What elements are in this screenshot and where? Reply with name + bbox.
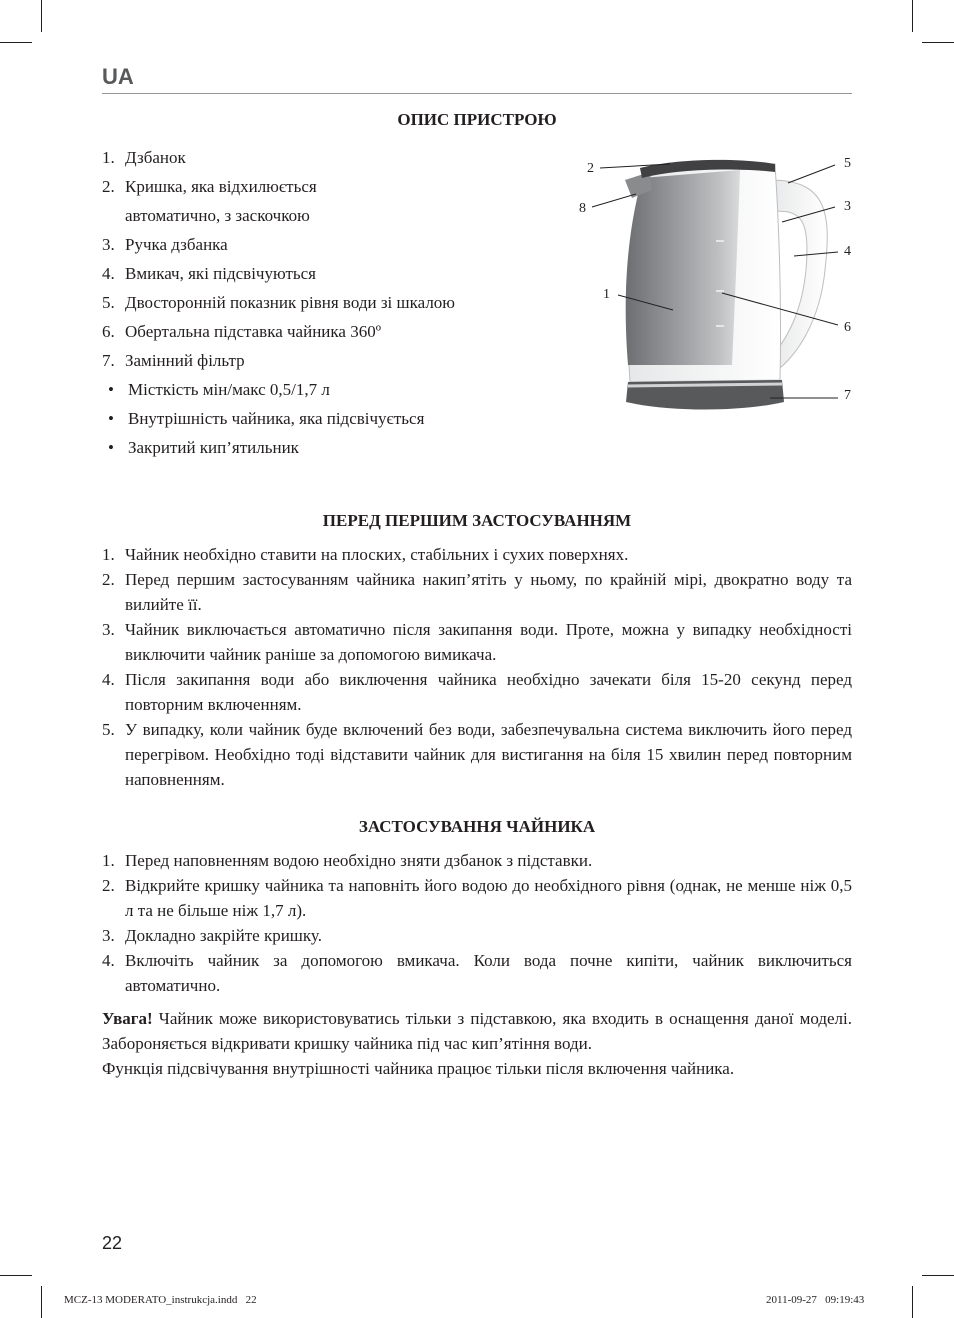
section-title-before-first-use: ПЕРЕД ПЕРШИМ ЗАСТОСУВАННЯМ <box>322 511 632 530</box>
file-slug: MCZ-13 MODERATO_instrukcja.indd 22 <box>64 1294 257 1306</box>
usage-list <box>102 848 852 998</box>
warning-label: Увага! <box>102 1009 153 1028</box>
callout-label: 2 <box>587 161 594 176</box>
kettle-drawing <box>570 150 860 420</box>
note-paragraph: Функція підсвічування внутрішності чайника працює тільки після включення чайника. <box>102 1059 735 1078</box>
list-item: 2. Відкрийте кришку чайника та наповніть його водою до необхідного рівня (однак, не менше ніж 0,5 л та не більше ніж 1,7 л). <box>102 876 852 920</box>
list-item: 4. Вмикач, які підсвічуються <box>102 264 317 283</box>
section-title-description: ОПИС ПРИСТРОЮ <box>397 110 557 129</box>
list-item: 3. Докладно закрійте кришку. <box>102 926 322 945</box>
warning-text: Чайник може використовуватись тільки з підставкою, яка входить в оснащення даної моделі. Забороняється відкривати кришку чайника під час кип’ятіння води. <box>102 1009 852 1053</box>
timestamp-slug: 2011-09-27 09:19:43 <box>766 1294 865 1306</box>
callout-label: 3 <box>844 199 851 214</box>
list-item: 2. Кришка, яка відхилюється автоматично, з заскочкою <box>102 177 317 225</box>
list-item: • Внутрішність чайника, яка підсвічується <box>108 409 425 428</box>
list-item: 1. Дзбанок <box>102 148 186 167</box>
warning-paragraph <box>102 1006 852 1056</box>
list-item: 4. Включіть чайник за допомогою вмикача. Коли вода почне кипіти, чайник виключиться автоматично. <box>102 951 852 995</box>
list-item: 3. Чайник виключається автоматично після закипання води. Проте, можна у випадку необхідності виключити чайник раніше за допомогою вимикача. <box>102 620 852 664</box>
list-item: 7. Замінний фільтр <box>102 351 245 370</box>
before-first-use-list <box>102 542 852 792</box>
list-item: 1. Чайник необхідно ставити на плоских, стабільних і сухих поверхнях. <box>102 545 629 564</box>
features-list <box>102 375 557 462</box>
callout-label: 4 <box>844 244 851 259</box>
crop-mark <box>0 42 32 43</box>
header-rule <box>102 93 852 94</box>
callout-label: 6 <box>844 320 851 335</box>
parts-list <box>102 143 557 375</box>
list-item: 1. Перед наповненням водою необхідно зняти дзбанок з підставки. <box>102 851 593 870</box>
crop-mark <box>922 1275 954 1276</box>
section-title-usage: ЗАСТОСУВАННЯ ЧАЙНИКА <box>358 817 596 836</box>
list-item: 2. Перед першим застосуванням чайника накип’ятіть у ньому, по крайній мірі, двократно воду та вилийте її. <box>102 570 852 614</box>
list-item: 5. У випадку, коли чайник буде включений без води, забезпечувальна система виключить його перед перегрівом. Необхідно тоді відставити чайник для вистигання на біля 15 хвилин перед повторним наповненням. <box>102 720 852 789</box>
language-tag: UA <box>102 64 134 89</box>
list-item: • Закритий кип’ятильник <box>108 438 299 457</box>
crop-mark <box>41 1286 42 1318</box>
callout-label: 8 <box>579 201 586 216</box>
list-item: 5. Двосторонній показник рівня води зі шкалою <box>102 293 456 312</box>
list-item: 6. Обертальна підставка чайника 360º <box>102 322 381 341</box>
list-item: • Місткість мін/макс 0,5/1,7 л <box>108 380 330 399</box>
callout-label: 7 <box>844 388 851 403</box>
page-number: 22 <box>102 1233 123 1253</box>
crop-mark <box>912 1286 913 1318</box>
callout-label: 1 <box>603 287 610 302</box>
crop-mark <box>912 0 913 32</box>
crop-mark <box>922 42 954 43</box>
list-item: 4. Після закипання води або виключення чайника необхідно зачекати біля 15-20 секунд перед повторним включенням. <box>102 670 852 714</box>
kettle-illustration <box>570 150 860 420</box>
crop-mark <box>0 1275 32 1276</box>
callout-label: 5 <box>844 156 851 171</box>
crop-mark <box>41 0 42 32</box>
list-item: 3. Ручка дзбанка <box>102 235 228 254</box>
